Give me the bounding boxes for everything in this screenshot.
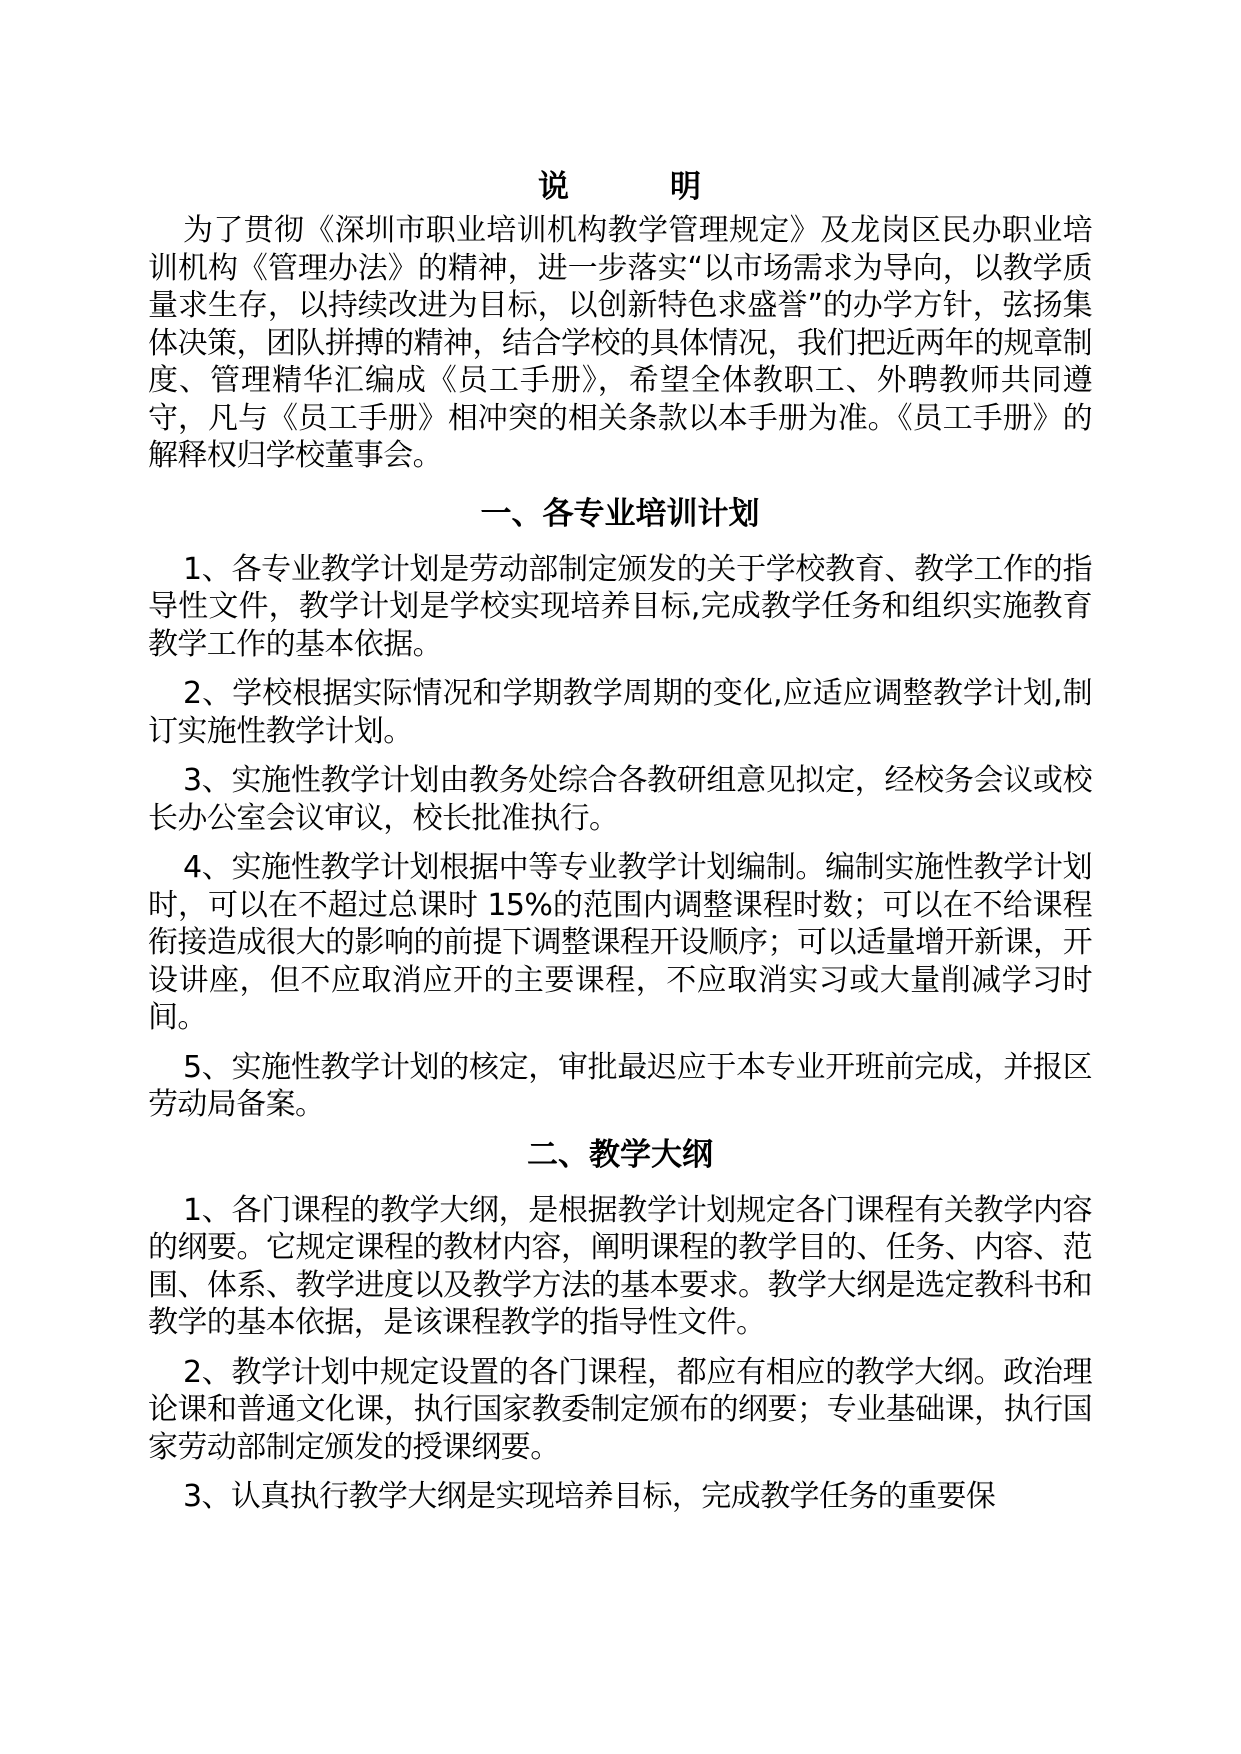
section-paragraph: 1、各门课程的教学大纲，是根据教学计划规定各门课程有关教学内容的纲要。它规定课程的教材内容，阐明课程的教学目的、任务、内容、范围、体系、教学进度以及教学方法的基本要求。教学大纲是选定教科书和教学的基本依据，是该课程教学的指导性文件。 [148, 1192, 1092, 1340]
intro-paragraph: 为了贯彻《深圳市职业培训机构教学管理规定》及龙岗区民办职业培训机构《管理办法》的精神，进一步落实“以市场需求为导向，以教学质量求生存，以持续改进为目标，以创新特色求盛誉”的办学方针，弦扬集体决策，团队拼搏的精神，结合学校的具体情况，我们把近两年的规章制度、管理精华汇编成《员工手册》，希望全体教职工、外聘教师共同遵守，凡与《员工手册》相冲突的相关条款以本手册为准。《员工手册》的解释权归学校董事会。 [148, 213, 1092, 473]
section-paragraph: 1、各专业教学计划是劳动部制定颁发的关于学校教育、教学工作的指导性文件，教学计划是学校实现培养目标,完成教学任务和组织实施教育教学工作的基本依据。 [148, 551, 1092, 662]
section-paragraph: 4、实施性教学计划根据中等专业教学计划编制。编制实施性教学计划时，可以在不超过总课时 15%的范围内调整课程时数；可以在不给课程衔接造成很大的影响的前提下调整课程开设顺序；可以适量增开新课，开设讲座，但不应取消应开的主要课程，不应取消实习或大量削减学习时间。 [148, 850, 1092, 1035]
section-syllabus [148, 1136, 1092, 1516]
document-page [148, 170, 1092, 1528]
section-paragraph: 2、学校根据实际情况和学期教学周期的变化,应适应调整教学计划,制订实施性教学计划。 [148, 676, 1092, 749]
section-heading: 二、教学大纲 [527, 1136, 713, 1173]
section-paragraph: 5、实施性教学计划的核定，审批最迟应于本专业开班前完成，并报区劳动局备案。 [148, 1049, 1092, 1122]
page-title [148, 170, 1092, 204]
section-paragraph: 2、教学计划中规定设置的各门课程，都应有相应的教学大纲。政治理论课和普通文化课，执行国家教委制定颁布的纲要；专业基础课，执行国家劳动部制定颁发的授课纲要。 [148, 1354, 1092, 1465]
section-heading: 一、各专业培训计划 [480, 495, 760, 532]
title-char-right: 明 [670, 169, 702, 205]
section-training-plan [148, 495, 1092, 1124]
section-paragraph: 3、认真执行教学大纲是实现培养目标，完成教学任务的重要保 [183, 1479, 996, 1514]
title-char-left: 说 [538, 169, 570, 205]
section-paragraph: 3、实施性教学计划由教务处综合各教研组意见拟定，经校务会议或校长办公室会议审议，校长批准执行。 [148, 763, 1092, 836]
